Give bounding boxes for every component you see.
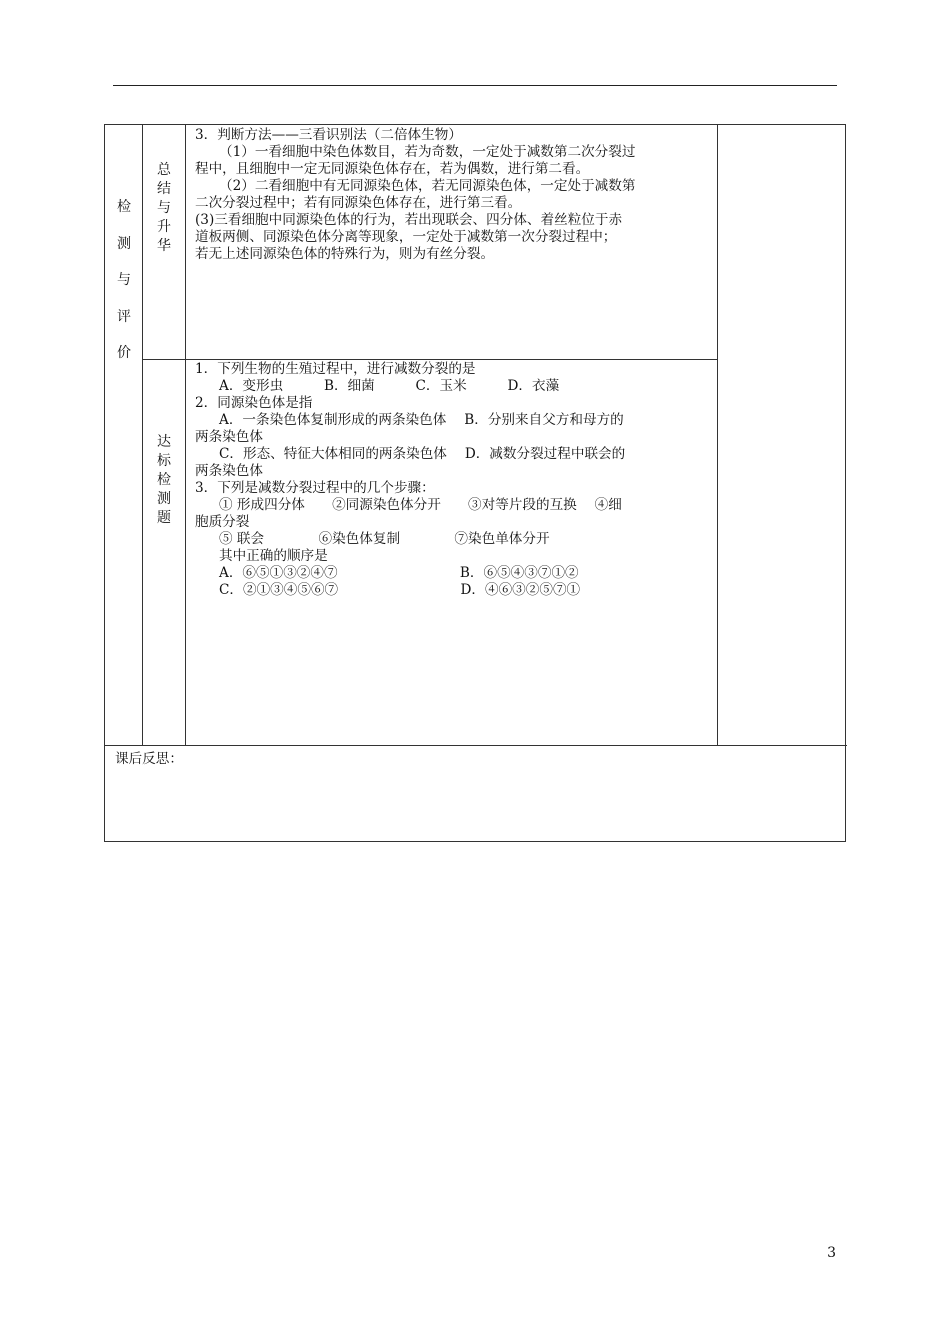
- question-line: 3．下列是减数分裂过程中的几个步骤：: [195, 480, 435, 496]
- section-label-char: 价: [117, 345, 131, 361]
- summary-content: [195, 127, 713, 263]
- summary-label-char: 结: [157, 181, 171, 197]
- practice-content: [195, 361, 713, 599]
- row-divider-2: [105, 745, 847, 746]
- page-number: 3: [827, 1245, 836, 1261]
- summary-line: （1）一看细胞中染色体数目，若为奇数，一定处于减数第二次分裂过: [219, 144, 636, 160]
- summary-line: 若无上述同源染色体的特殊行为，则为有丝分裂。: [195, 246, 495, 262]
- practice-label: [143, 433, 185, 528]
- lesson-table: [104, 124, 846, 842]
- col-divider-3: [717, 125, 718, 745]
- summary-line: 道板两侧、同源染色体分离等现象，一定处于减数第一次分裂过程中；: [195, 229, 617, 245]
- summary-line: 程中，且细胞中一定无同源染色体存在，若为偶数，进行第二看。: [195, 161, 590, 177]
- summary-label-char: 华: [157, 238, 171, 254]
- section-label-check-evaluate: [105, 191, 143, 374]
- summary-line: 3．判断方法——三看识别法（二倍体生物）: [195, 127, 462, 143]
- option-line: C．形态、特征大体相同的两条染色体 D．减数分裂过程中联会的: [219, 446, 626, 462]
- section-label-char: 评: [117, 308, 131, 325]
- option-line: C．②①③④⑤⑥⑦ D．④⑥③②⑤⑦①: [219, 582, 581, 598]
- summary-label-char: 与: [157, 200, 171, 216]
- practice-label-char: 测: [157, 491, 171, 507]
- after-class-reflection-label: 课后反思：: [115, 751, 183, 767]
- practice-label-char: 标: [157, 453, 171, 469]
- option-line: 两条染色体: [195, 429, 263, 445]
- summary-label-char: 升: [157, 219, 171, 235]
- step-line: ⑤ 联会 ⑥染色体复制 ⑦染色单体分开: [219, 531, 550, 547]
- section-label-char: 与: [117, 272, 131, 288]
- step-line: ① 形成四分体 ②同源染色体分开 ③对等片段的互换 ④细: [219, 497, 622, 513]
- option-line: A．变形虫 B．细菌 C．玉米 D．衣藻: [219, 378, 560, 394]
- summary-label: [143, 161, 185, 256]
- question-line: 其中正确的顺序是: [219, 548, 328, 564]
- practice-label-char: 达: [157, 434, 171, 450]
- step-line: 胞质分裂: [195, 514, 250, 530]
- option-line: A．⑥⑤①③②④⑦ B．⑥⑤④③⑦①②: [219, 565, 579, 581]
- question-line: 2．同源染色体是指: [195, 395, 313, 411]
- row-divider-1: [142, 359, 718, 360]
- summary-line: (3)三看细胞中同源染色体的行为，若出现联会、四分体、着丝粒位于赤: [195, 212, 623, 228]
- practice-label-char: 检: [157, 472, 171, 488]
- question-line: 1．下列生物的生殖过程中，进行减数分裂的是: [195, 361, 476, 377]
- summary-line: （2）二看细胞中有无同源染色体，若无同源染色体，一定处于减数第: [219, 178, 636, 194]
- summary-line: 二次分裂过程中；若有同源染色体存在，进行第三看。: [195, 195, 522, 211]
- col-divider-2: [185, 125, 186, 745]
- option-line: 两条染色体: [195, 463, 263, 479]
- summary-label-char: 总: [157, 162, 171, 178]
- header-rule: [113, 85, 837, 86]
- section-label-char: 测: [117, 235, 131, 252]
- practice-label-char: 题: [157, 510, 171, 526]
- section-label-char: 检: [117, 199, 131, 215]
- option-line: A．一条染色体复制形成的两条染色体 B．分别来自父方和母方的: [219, 412, 624, 428]
